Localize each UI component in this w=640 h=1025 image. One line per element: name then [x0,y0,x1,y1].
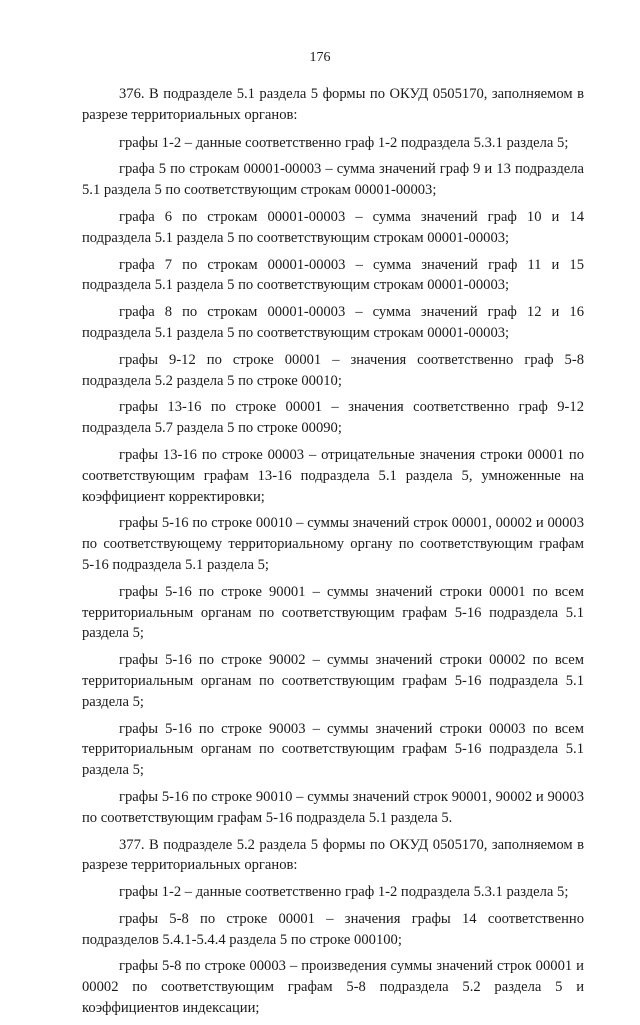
paragraph: графы 9-12 по строке 00001 – значения соответственно граф 5-8 подраздела 5.2 раздела 5 по строке 00010; [82,351,584,389]
paragraph: графа 5 по строкам 00001-00003 – сумма значений граф 9 и 13 подраздела 5.1 раздела 5 по соответствующим строкам 00001-00003; [82,161,584,199]
paragraph: графа 6 по строкам 00001-00003 – сумма значений граф 10 и 14 подраздела 5.1 раздела 5 по соответствующим строкам 00001-00003; [82,208,584,246]
paragraph: графы 5-16 по строке 90010 – суммы значений строк 90001, 90002 и 90003 по соответствующим графам 5-16 подраздела 5.1 раздела 5. [82,788,584,826]
paragraph: графы 1-2 – данные соответственно граф 1-2 подраздела 5.3.1 раздела 5; [119,884,569,901]
paragraph: графы 13-16 по строке 00003 – отрицательные значения строки 00001 по соответствующим графам 13-16 подраздела 5.1 раздела 5, умноженные на коэффициент корректировки; [82,446,584,505]
paragraph: графы 13-16 по строке 00001 – значения соответственно граф 9-12 подраздела 5.7 раздела 5 по строке 00090; [82,399,584,437]
paragraph: графа 7 по строкам 00001-00003 – сумма значений граф 11 и 15 подраздела 5.1 раздела 5 по соответствующим строкам 00001-00003; [82,256,584,294]
page-number: 176 [309,50,331,65]
paragraph: графы 5-16 по строке 00010 – суммы значений строк 00001, 00002 и 00003 по соответствующему территориальному органу по соответствующим графам 5-16 подраздела 5.1 раздела 5; [82,515,584,573]
paragraph: графы 5-16 по строке 90003 – суммы значений строки 00003 по всем территориальным органам по соответствующим графам 5-16 подраздела 5.1 раздела 5; [82,720,584,779]
paragraph: графы 5-16 по строке 90002 – суммы значений строки 00002 по всем территориальным органам по соответствующим графам 5-16 подраздела 5.1 раздела 5; [82,652,584,710]
paragraph: графы 5-16 по строке 90001 – суммы значений строки 00001 по всем территориальным органам по соответствующим графам 5-16 подраздела 5.1 раздела 5; [82,583,584,642]
paragraph: графы 5-8 по строке 00001 – значения графы 14 соответственно подразделов 5.4.1-5.4.4 раздела 5 по строке 000100; [82,910,584,948]
paragraph-376-heading: 376. В подразделе 5.1 раздела 5 формы по ОКУД 0505170, заполняемом в разрезе территориальных органов: [82,86,584,123]
document-body [82,84,584,1025]
paragraph: графы 1-2 – данные соответственно граф 1-2 подраздела 5.3.1 раздела 5; [119,134,569,151]
paragraph-377-heading: 377. В подразделе 5.2 раздела 5 формы по ОКУД 0505170, заполняемом в разрезе территориальных органов: [82,836,584,874]
paragraph: графы 5-8 по строке 00003 – произведения суммы значений строк 00001 и 00002 по соответствующим графам 5-8 подраздела 5.2 раздела 5 и коэффициентов индексации; [82,958,584,1017]
paragraph: графа 8 по строкам 00001-00003 – сумма значений граф 12 и 16 подраздела 5.1 раздела 5 по соответствующим строкам 00001-00003; [82,304,584,341]
